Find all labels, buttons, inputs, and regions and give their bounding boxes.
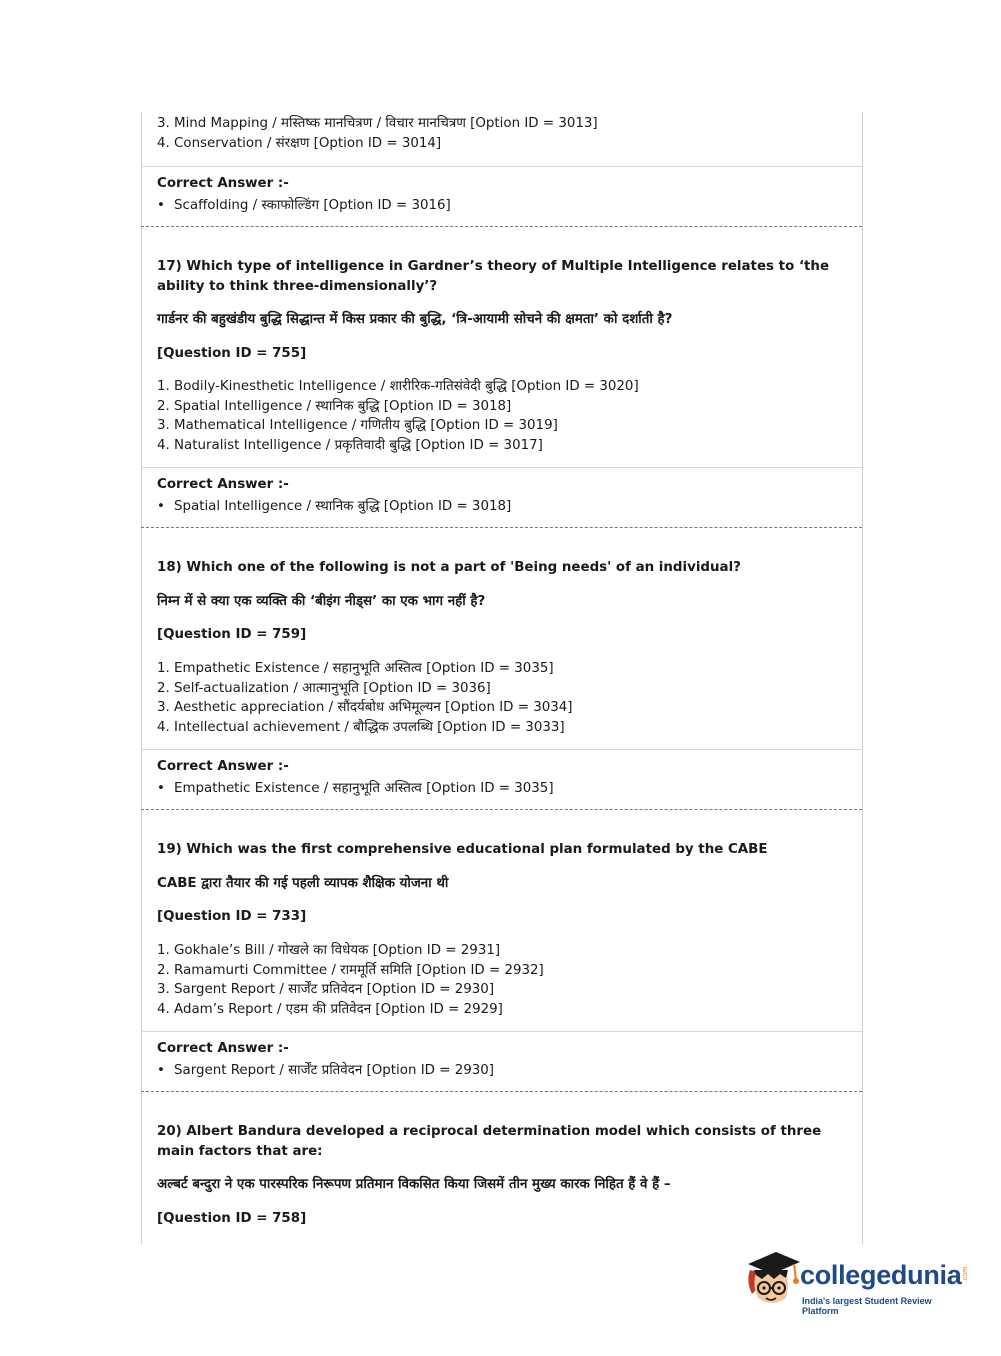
option-item: 3. Sargent Report / सार्जेंट प्रतिवेदन [Option ID = 2930] bbox=[157, 982, 495, 998]
question-text: 20) Albert Bandura developed a reciprocal determination model which consists of three main factors that are: bbox=[157, 1124, 822, 1159]
logo-tagline: India's largest Student Review Platform bbox=[802, 1296, 932, 1316]
option-item: 3. Mind Mapping / मस्तिष्क मानचित्रण / विचार मानचित्रण [Option ID = 3013] bbox=[157, 116, 598, 131]
correct-answer-label: Correct Answer :- bbox=[157, 176, 289, 191]
option-item: 4. Conservation / संरक्षण [Option ID = 3014] bbox=[157, 135, 442, 151]
question-id: [Question ID = 755] bbox=[157, 346, 307, 361]
question-id: [Question ID = 759] bbox=[157, 627, 307, 642]
question-text: 19) Which was the first comprehensive educational plan formulated by the CABE bbox=[157, 842, 768, 857]
correct-answer-label: Correct Answer :- bbox=[157, 477, 289, 492]
section-divider bbox=[141, 226, 862, 227]
question-text-hindi: अल्बर्ट बन्दुरा ने एक पारस्परिक निरूपण प्रतिमान विकसित किया जिसमें तीन मुख्य कारक निहित हैं वे हैं – bbox=[157, 1177, 671, 1192]
question-text-hindi: गार्डनर की बहुखंडीय बुद्धि सिद्धान्त में किस प्रकार की बुद्धि, ‘त्रि-आयामी सोचने की क्षमता’ को दर्शाती है? bbox=[157, 312, 673, 327]
correct-answer: • Sargent Report / सार्जेंट प्रतिवेदन [Option ID = 2930] bbox=[157, 1061, 494, 1081]
option-item: 3. Aesthetic appreciation / सौंदर्यबोध अभिमूल्यन [Option ID = 3034] bbox=[157, 700, 573, 716]
question-text: 17) Which type of intelligence in Gardner’s theory of Multiple Intelligence relates to ‘the ability to think three-dimensionally’? bbox=[157, 259, 830, 294]
bullet-icon: • bbox=[157, 499, 165, 514]
divider bbox=[141, 1031, 862, 1032]
divider bbox=[141, 749, 862, 750]
bullet-icon: • bbox=[157, 1063, 165, 1078]
option-item: 2. Spatial Intelligence / स्थानिक बुद्धि [Option ID = 3018] bbox=[157, 398, 512, 414]
question-text: 18) Which one of the following is not a part of 'Being needs' of an individual? bbox=[157, 560, 741, 575]
bullet-icon: • bbox=[157, 198, 165, 213]
option-item: 4. Adam’s Report / एडम की प्रतिवेदन [Option ID = 2929] bbox=[157, 1001, 503, 1017]
logo-domain-suffix: .com bbox=[962, 1266, 970, 1283]
collegedunia-logo[interactable] bbox=[742, 1248, 970, 1318]
option-item: 4. Naturalist Intelligence / प्रकृतिवादी बुद्धि [Option ID = 3017] bbox=[157, 437, 543, 453]
question-text-hindi: निम्न में से क्या एक व्यक्ति की ‘बीइंग नीड्स’ का एक भाग नहीं है? bbox=[157, 594, 486, 609]
option-list bbox=[157, 114, 598, 153]
option-item: 1. Gokhale’s Bill / गोखले का विधेयक [Option ID = 2931] bbox=[157, 943, 501, 958]
section-divider bbox=[141, 809, 862, 810]
option-item: 4. Intellectual achievement / बौद्धिक उपलब्धि [Option ID = 3033] bbox=[157, 719, 565, 735]
question-text-hindi: CABE द्वारा तैयार की गई पहली व्यापक शैक्षिक योजना थी bbox=[157, 876, 449, 891]
correct-answer: • Empathetic Existence / सहानुभूति अस्तित्व [Option ID = 3035] bbox=[157, 779, 554, 799]
option-item: 2. Ramamurti Committee / राममूर्ति समिति [Option ID = 2932] bbox=[157, 962, 544, 978]
mascot-icon bbox=[742, 1248, 802, 1316]
option-item: 3. Mathematical Intelligence / गणितीय बुद्धि [Option ID = 3019] bbox=[157, 418, 558, 434]
section-divider bbox=[141, 1091, 862, 1092]
correct-answer: • Spatial Intelligence / स्थानिक बुद्धि [Option ID = 3018] bbox=[157, 497, 511, 517]
option-list bbox=[157, 941, 544, 1019]
option-item: 1. Bodily-Kinesthetic Intelligence / शारीरिक-गतिसंवेदी बुद्धि [Option ID = 3020] bbox=[157, 379, 639, 394]
correct-answer-label: Correct Answer :- bbox=[157, 1041, 289, 1056]
question-id: [Question ID = 758] bbox=[157, 1211, 307, 1226]
divider bbox=[141, 467, 862, 468]
option-list bbox=[157, 659, 573, 737]
option-list bbox=[157, 377, 639, 455]
option-item: 2. Self-actualization / आत्मानुभूति [Option ID = 3036] bbox=[157, 680, 491, 696]
question-id: [Question ID = 733] bbox=[157, 909, 307, 924]
section-divider bbox=[141, 527, 862, 528]
bullet-icon: • bbox=[157, 781, 165, 796]
logo-wordmark: collegedunia bbox=[800, 1260, 962, 1290]
option-item: 1. Empathetic Existence / सहानुभूति अस्तित्व [Option ID = 3035] bbox=[157, 661, 554, 676]
correct-answer-label: Correct Answer :- bbox=[157, 759, 289, 774]
correct-answer: • Scaffolding / स्काफोल्डिंग [Option ID = 3016] bbox=[157, 196, 451, 216]
divider bbox=[141, 166, 862, 167]
